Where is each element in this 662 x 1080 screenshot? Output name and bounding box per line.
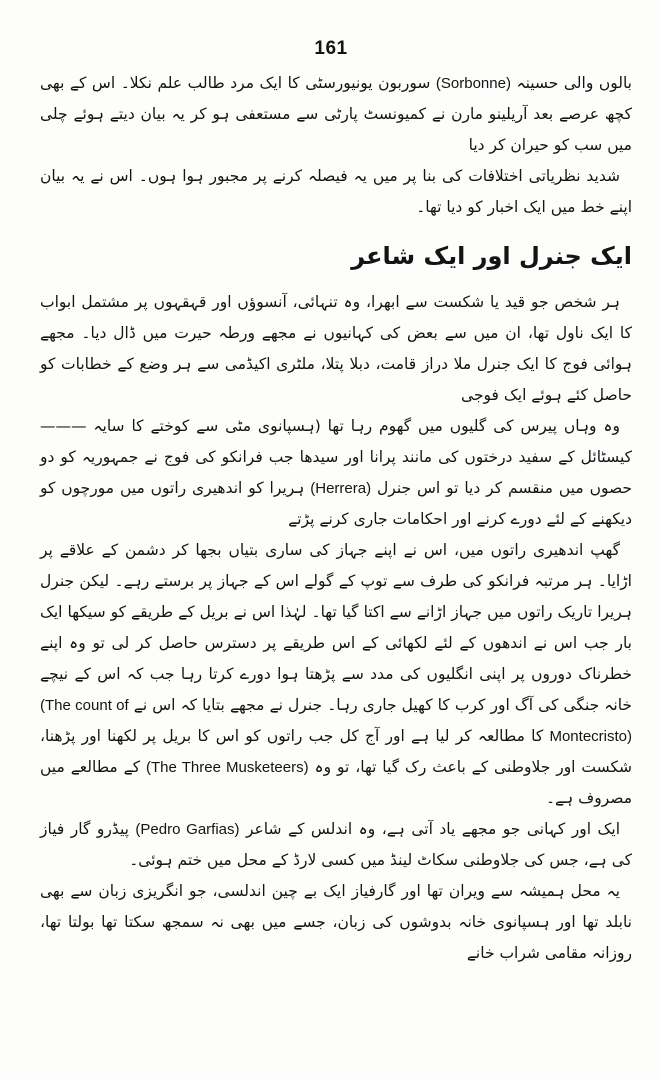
- text-run: وہ وہاں پیرس کی گلیوں میں گھوم رہا تھا (ہسپانوی مٹی سے کوختے کا سایہ: [86, 417, 620, 435]
- paragraph-p1: [40, 68, 632, 161]
- paragraph-p4: [40, 411, 632, 535]
- paragraphs-before-heading: [40, 68, 632, 223]
- dash-rule: ———: [40, 417, 87, 435]
- page-body: [40, 68, 632, 969]
- text-run: ایک اور کہانی جو مجھے یاد آتی ہے، وہ اندلس کے شاعر: [239, 820, 620, 838]
- paragraph-p2: [40, 161, 632, 223]
- section-heading: ایک جنرل اور ایک شاعر: [351, 242, 632, 270]
- text-run: کا مطالعہ کر لیا ہے اور آج کل جب راتوں کو اس کا بریل پر لکھنا اور پڑھنا، شکست اور جلاوطنی کے باعث رک گیا تھا، تو وہ: [40, 727, 632, 776]
- latin-term: (Pedro Garfias): [135, 821, 240, 838]
- paragraph-p6: [40, 814, 632, 876]
- page-number: 161: [314, 38, 348, 59]
- text-run: سوربون یونیورسٹی کا ایک مرد طالب علم نکلا۔ اس کے بھی کچھ عرصے بعد آریلینو مارن نے کمیونسٹ پارٹی سے مستعفی ہو کر یہ بیان دیتے ہوئے چلی میں سب کو حیران کر دیا: [40, 74, 632, 154]
- paragraph-p7: [40, 876, 632, 969]
- latin-term: (The Three Musketeers): [146, 759, 309, 776]
- text-run: ہر شخص جو قید یا شکست سے ابھرا، وہ تنہائی، آنسوؤں اور قہقہوں پر مشتمل ابواب کا ایک ناول تھا، ان میں سے بعض کی کہانیوں نے مجھے ورطہ حیرت میں ڈال دیا۔ مجھے ہوائی فوج کا ایک جنرل ملا دراز قامت، دبلا پتلا، ملٹری اکیڈمی سے ہر وضع کے خطابات کو حاصل کئے ہوئے ایک فوجی: [40, 293, 632, 404]
- text-run: پیڈرو گار فیاز کی ہے، جس کی جلاوطنی سکاٹ لینڈ میں کسی لارڈ کے محل میں ختم ہوئی۔: [40, 820, 632, 869]
- paragraphs-after-heading: [40, 287, 632, 969]
- latin-term: (Herrera): [310, 480, 372, 497]
- text-run: کیسٹائل کے سفید درختوں کی مانند پرانا اور سیدھا جب فرانکو کی فوج نے جمہوریہ کو دو حصوں میں منقسم کر دیا تو اس جنرل: [40, 448, 632, 497]
- text-run: ہریرا کو اندھیری راتوں میں مورچوں کو دیکھنے کے لئے دورے کرنے اور احکامات جاری کرنے پڑتے: [40, 479, 632, 528]
- text-run: یہ محل ہمیشہ سے ویران تھا اور گارفیاز ایک بے چین اندلسی، جو انگریزی زبان سے بھی نابلد تھا اور ہسپانوی خانہ بدوشوں کی زبان، جسے میں بھی نہ سمجھ سکتا تھا بولتا تھا، روزانہ مقامی شراب خانے: [40, 882, 632, 962]
- text-run: شدید نظریاتی اختلافات کی بنا پر میں یہ فیصلہ کرنے پر مجبور ہوا ہوں۔ اس نے یہ بیان اپنے خط میں ایک اخبار کو دیا تھا۔: [40, 167, 632, 216]
- text-run: کے مطالعے میں مصروف ہے۔: [40, 758, 632, 807]
- text-run: گھپ اندھیری راتوں میں، اس نے اپنے جہاز کی ساری بتیاں بجھا کر دشمن کے علاقے پر اڑایا۔ ہر مرتبہ فرانکو کی طرف سے توپ کے گولے اس کے جہاز پر برستے رہے۔ لیکن جنرل ہریرا تاریک راتوں میں جہاز اڑانے سے اکتا گیا تھا۔ لہٰذا اس نے بریل کے طریقے کو سیکھا ایک بار جب اس نے اندھوں کے لئے لکھائی کے اس طریقے پر دسترس حاصل کر لی تو وہ اپنے خطرناک دوروں پر اپنی انگلیوں کی مدد سے پڑھتا ہوا دورے کرتا رہا جب کہ اس کے نیچے خانہ جنگی کی آگ اور کرب کا کھیل جاری رہا۔ جنرل نے مجھے بتایا کہ اس نے: [40, 541, 632, 714]
- paragraph-p3: [40, 287, 632, 411]
- latin-term: (The count of Montecristo): [40, 697, 632, 745]
- latin-term: (Sorbonne): [435, 75, 511, 92]
- paragraph-p5: [40, 535, 632, 814]
- text-run: بالوں والی حسینہ: [510, 74, 632, 92]
